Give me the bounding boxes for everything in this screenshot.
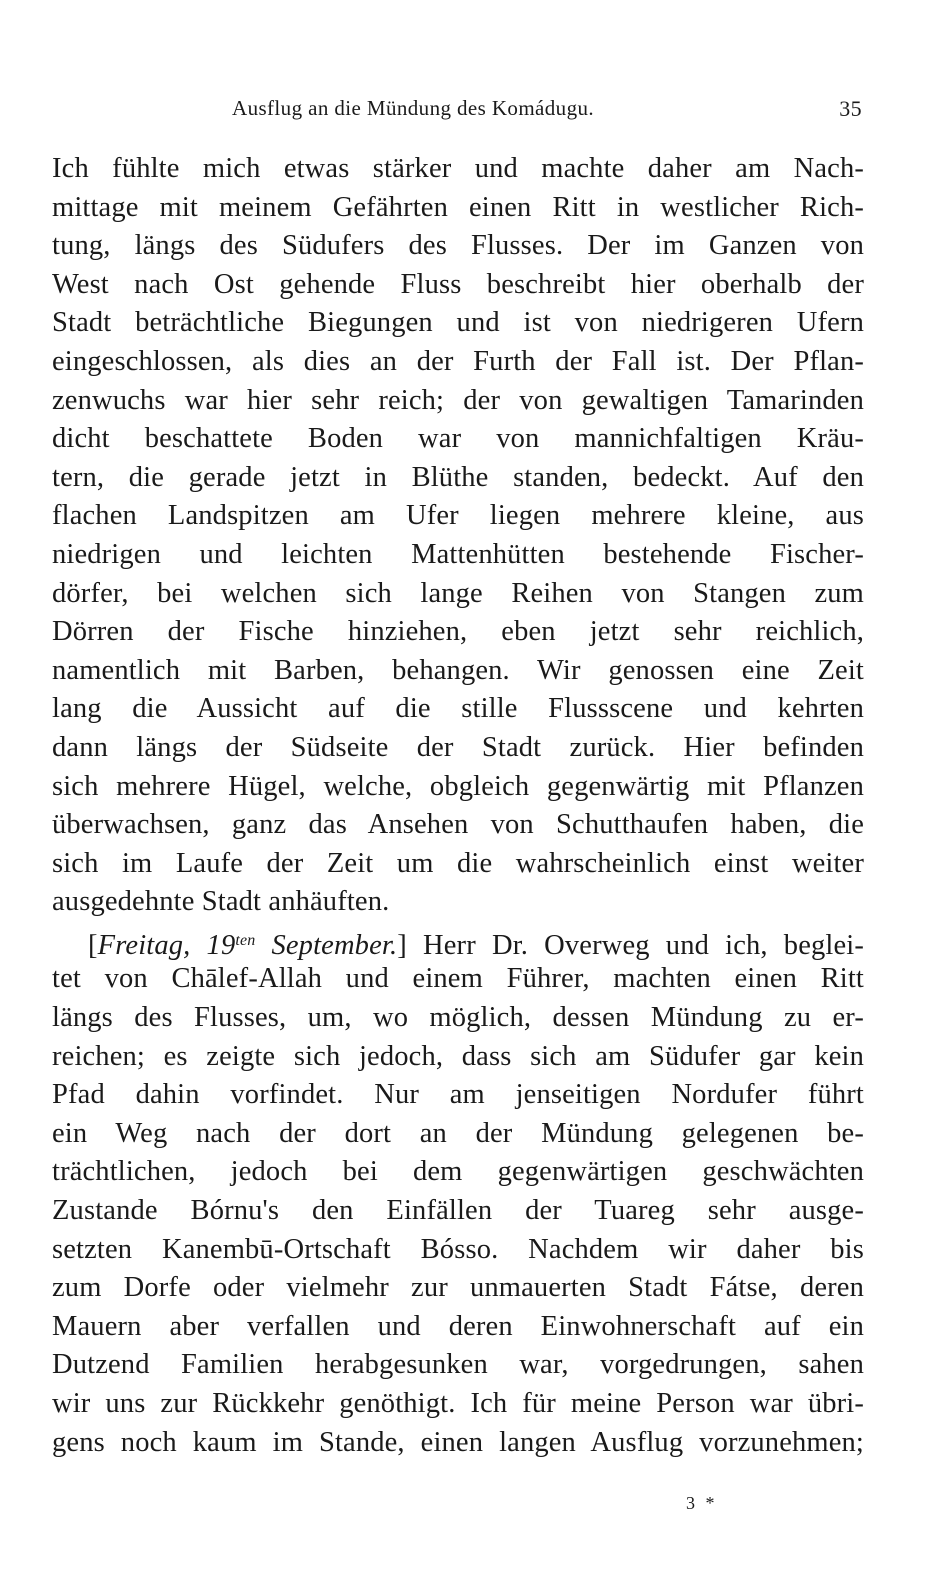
date-month: September. bbox=[255, 929, 398, 961]
text-line: Pfad dahin vorfindet. Nur am jenseitigen Nordufer führt bbox=[52, 1079, 864, 1111]
bracket-close: ] bbox=[397, 929, 407, 961]
running-head-title: Ausflug an die Mündung des Komádugu. bbox=[232, 96, 595, 120]
text-line: dörfer, bei welchen sich lange Reihen von Stangen zum bbox=[52, 577, 864, 609]
text-line: ein Weg nach der dort an der Mündung gelegenen be- bbox=[52, 1117, 864, 1149]
text-line: längs des Flusses, um, wo möglich, dessen Mündung zu er- bbox=[52, 1002, 864, 1034]
text-line: zum Dorfe oder vielmehr zur unmauerten Stadt Fátse, deren bbox=[52, 1272, 864, 1304]
text-line: sich mehrere Hügel, welche, obgleich gegenwärtig mit Pflanzen bbox=[52, 770, 864, 802]
date-superscript: ten bbox=[235, 931, 256, 949]
page-number: 35 bbox=[839, 96, 862, 121]
text-line-dated bbox=[52, 922, 864, 961]
text-line: Dörren der Fische hinziehen, eben jetzt sehr reichlich, bbox=[52, 616, 864, 648]
bracket-open: [ bbox=[88, 929, 98, 961]
text-line: dann längs der Südseite der Stadt zurück. Hier befinden bbox=[52, 731, 864, 763]
text-line: lang die Aussicht auf die stille Flussscene und kehrten bbox=[52, 693, 864, 725]
text-line: zenwuchs war hier sehr reich; der von gewaltigen Tamarinden bbox=[52, 384, 864, 416]
text-line: reichen; es zeigte sich jedoch, dass sich am Südufer gar kein bbox=[52, 1040, 864, 1072]
text-line: gens noch kaum im Stande, einen langen Ausflug vorzunehmen; bbox=[52, 1426, 864, 1458]
text-line: Stadt beträchtliche Biegungen und ist von niedrigeren Ufern bbox=[52, 307, 864, 339]
text-line: eingeschlossen, als dies an der Furth der Fall ist. Der Pflan- bbox=[52, 345, 864, 377]
text-line: sich im Laufe der Zeit um die wahrscheinlich einst weiter bbox=[52, 847, 864, 879]
text-line: wir uns zur Rückkehr genöthigt. Ich für meine Person war übri- bbox=[52, 1388, 864, 1419]
text-line: tung, längs des Südufers des Flusses. Der im Ganzen von bbox=[52, 230, 864, 262]
text-line: Mauern aber verfallen und deren Einwohnerschaft auf ein bbox=[52, 1310, 864, 1342]
text-line: ausgedehnte Stadt anhäuften. bbox=[52, 886, 390, 918]
paragraph-1 bbox=[52, 150, 864, 922]
text-line: tern, die gerade jetzt in Blüthe standen, bedeckt. Auf den bbox=[52, 461, 864, 493]
running-head bbox=[232, 96, 862, 126]
text-line: flachen Landspitzen am Ufer liegen mehrere kleine, aus bbox=[52, 500, 864, 532]
text-line: dicht beschattete Boden war von mannichfaltigen Kräu- bbox=[52, 423, 864, 455]
text-line: Ich fühlte mich etwas stärker und machte daher am Nach- bbox=[52, 153, 864, 184]
body-text bbox=[52, 150, 864, 1462]
signature-mark: 3 * bbox=[686, 1493, 718, 1513]
text-line: West nach Ost gehende Fluss beschreibt hier oberhalb der bbox=[52, 268, 864, 300]
text-line: Zustande Bórnu's den Einfällen der Tuareg sehr ausge- bbox=[52, 1195, 864, 1227]
text-line: namentlich mit Barben, behangen. Wir genossen eine Zeit bbox=[52, 654, 864, 686]
text-line: überwachsen, ganz das Ansehen von Schutthaufen haben, die bbox=[52, 809, 864, 841]
paragraph-2 bbox=[52, 922, 864, 1462]
text-line: Dutzend Familien herabgesunken war, vorgedrungen, sahen bbox=[52, 1349, 864, 1381]
text-line: niedrigen und leichten Mattenhütten bestehende Fischer- bbox=[52, 538, 864, 570]
text-line: setzten Kanembū-Ortschaft Bósso. Nachdem wir daher bis bbox=[52, 1233, 864, 1265]
text-line: trächtlichen, jedoch bei dem gegenwärtigen geschwächten bbox=[52, 1156, 864, 1188]
date-day: Freitag, 19 bbox=[97, 929, 236, 961]
text-line: tet von Chālef-Allah und einem Führer, machten einen Ritt bbox=[52, 963, 864, 995]
text-line: mittage mit meinem Gefährten einen Ritt in westlicher Rich- bbox=[52, 191, 864, 223]
line-rest: Herr Dr. Overweg und ich, beglei- bbox=[406, 929, 864, 961]
